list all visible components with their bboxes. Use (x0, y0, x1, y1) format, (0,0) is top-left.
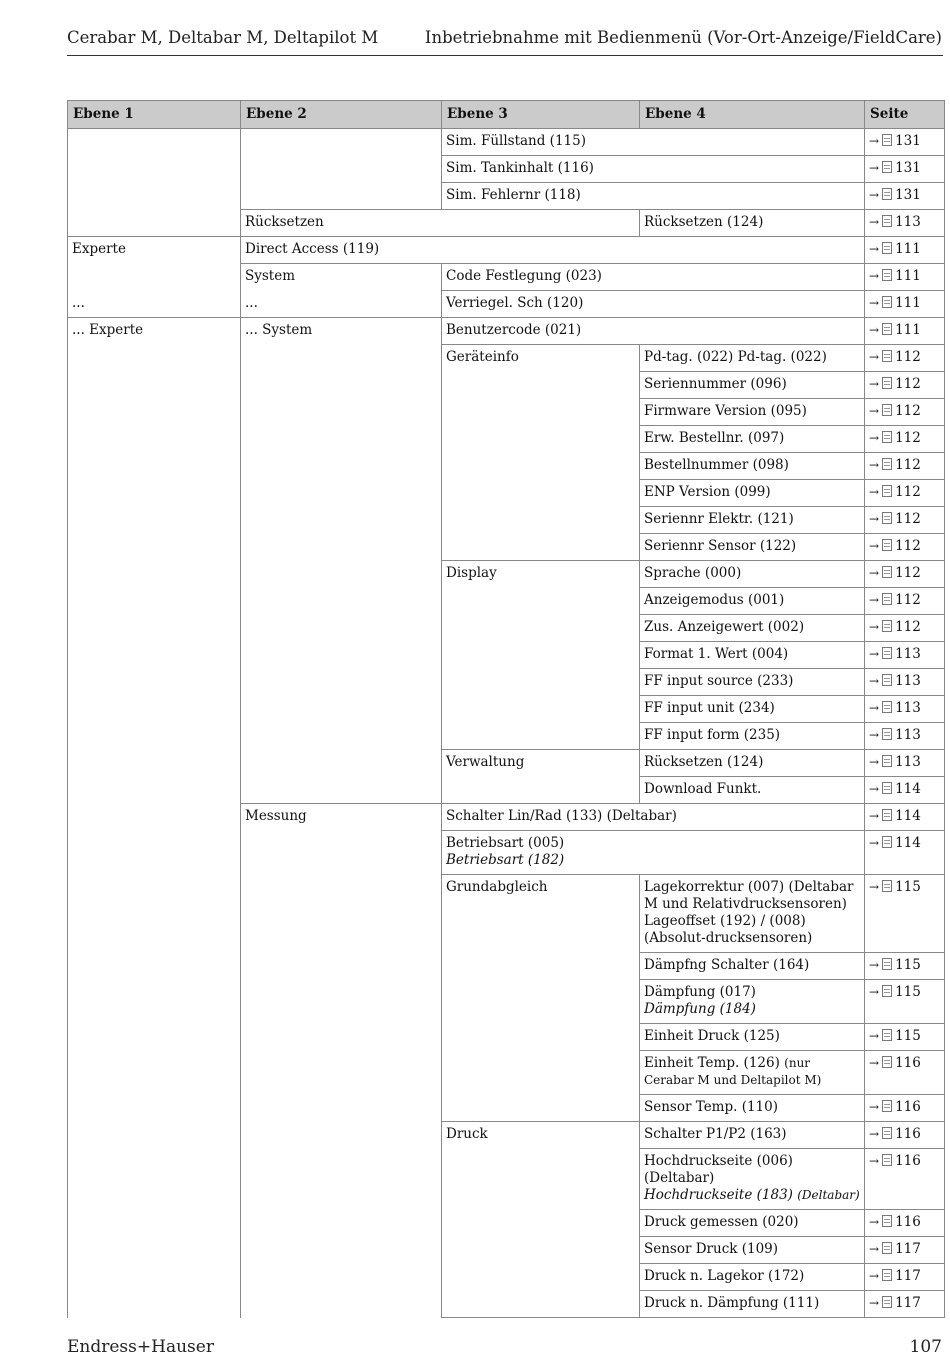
betriebsart-italic-label: Betriebsart (182) (446, 852, 565, 868)
page-icon (882, 782, 892, 794)
cell-lagekorrektur: Lagekorrektur (007) (Deltabar M und Relativdrucksensoren) Lageoffset (192) / (008) (Absolut-drucksensoren) (640, 875, 865, 953)
page-icon (882, 377, 892, 389)
arrow-right-icon: → (869, 1242, 880, 1256)
arrow-right-icon: → (869, 647, 880, 661)
page-number: 115 (895, 957, 921, 973)
cell-einheit-druck: Einheit Druck (125) (640, 1024, 865, 1051)
footer-page-number: 107 (909, 1337, 942, 1357)
page-icon (882, 1100, 892, 1112)
cell-system-cont: ... System (241, 318, 442, 804)
page-ref[interactable] (865, 453, 945, 480)
page-ref[interactable] (865, 615, 945, 642)
cell-grundabgleich: Grundabgleich (442, 875, 640, 1122)
cell-ruecksetzen: Rücksetzen (241, 210, 640, 237)
page-icon (882, 1127, 892, 1139)
arrow-right-icon: → (869, 458, 880, 472)
page-number: 111 (895, 295, 921, 311)
page-ref[interactable] (865, 426, 945, 453)
cell-druck: Druck (442, 1122, 640, 1318)
cell-ebene2-blank (241, 129, 442, 210)
page-number: 113 (895, 754, 921, 770)
arrow-right-icon: → (869, 296, 880, 310)
page-number: 117 (895, 1241, 921, 1257)
arrow-right-icon: → (869, 701, 880, 715)
page-ref[interactable] (865, 1291, 945, 1318)
cell-ellipsis-l2: ... (241, 291, 442, 318)
arrow-right-icon: → (869, 836, 880, 850)
cell-schalter-p1p2: Schalter P1/P2 (163) (640, 1122, 865, 1149)
table-row (68, 291, 945, 318)
page-number: 113 (895, 727, 921, 743)
column-header-seite: Seite (865, 101, 945, 129)
cell-download-funkt: Download Funkt. (640, 777, 865, 804)
page-number: 116 (895, 1153, 921, 1169)
page-number: 131 (895, 187, 921, 203)
cell-ellipsis-l1: ... (68, 291, 241, 318)
arrow-right-icon: → (869, 593, 880, 607)
cell-sprache: Sprache (000) (640, 561, 865, 588)
page-ref[interactable] (865, 1122, 945, 1149)
page-number: 114 (895, 808, 921, 824)
cell-experte: Experte (68, 237, 241, 264)
arrow-right-icon: → (869, 809, 880, 823)
cell-druck-gemessen: Druck gemessen (020) (640, 1210, 865, 1237)
cell-enp-version: ENP Version (099) (640, 480, 865, 507)
page-icon (882, 755, 892, 767)
cell-sim-tankinhalt: Sim. Tankinhalt (116) (442, 156, 865, 183)
page-ref[interactable] (865, 1024, 945, 1051)
table-row (68, 264, 945, 291)
arrow-right-icon: → (869, 958, 880, 972)
page-icon (882, 1296, 892, 1308)
page-ref[interactable] (865, 588, 945, 615)
page-ref[interactable] (865, 1095, 945, 1122)
page-number: 114 (895, 835, 921, 851)
page-icon (882, 1056, 892, 1068)
page-number: 131 (895, 160, 921, 176)
page-number: 116 (895, 1099, 921, 1115)
hochdruckseite-label: Hochdruckseite (006) (Deltabar) (644, 1153, 793, 1186)
page-icon (882, 242, 892, 254)
page-icon (882, 674, 892, 686)
page-icon (882, 566, 892, 578)
cell-ff-input-source: FF input source (233) (640, 669, 865, 696)
page-icon (882, 1154, 892, 1166)
table-row (68, 237, 945, 264)
page-ref[interactable] (865, 210, 945, 237)
arrow-right-icon: → (869, 755, 880, 769)
page-ref[interactable] (865, 291, 945, 318)
cell-zus-anzeigewert: Zus. Anzeigewert (002) (640, 615, 865, 642)
page-icon (882, 958, 892, 970)
page-ref[interactable] (865, 237, 945, 264)
page-number: 116 (895, 1055, 921, 1071)
page-ref[interactable] (865, 777, 945, 804)
cell-einheit-temp (640, 1051, 865, 1095)
page-ref[interactable] (865, 534, 945, 561)
cell-anzeigemodus: Anzeigemodus (001) (640, 588, 865, 615)
cell-verriegel: Verriegel. Sch (120) (442, 291, 865, 318)
page-icon (882, 350, 892, 362)
page-icon (882, 404, 892, 416)
arrow-right-icon: → (869, 269, 880, 283)
page-ref[interactable] (865, 1264, 945, 1291)
page-number: 112 (895, 457, 921, 473)
arrow-right-icon: → (869, 323, 880, 337)
page-icon (882, 1269, 892, 1281)
arrow-right-icon: → (869, 1056, 880, 1070)
arrow-right-icon: → (869, 566, 880, 580)
page-ref[interactable] (865, 804, 945, 831)
page-icon (882, 539, 892, 551)
cell-display: Display (442, 561, 640, 750)
cell-ff-input-unit: FF input unit (234) (640, 696, 865, 723)
cell-system: System (241, 264, 442, 291)
page-icon (882, 161, 892, 173)
page-ref[interactable] (865, 642, 945, 669)
column-header-ebene-2: Ebene 2 (241, 101, 442, 129)
page-number: 113 (895, 214, 921, 230)
page-icon (882, 809, 892, 821)
cell-daempfung (640, 980, 865, 1024)
arrow-right-icon: → (869, 539, 880, 553)
page-ref[interactable] (865, 480, 945, 507)
page-icon (882, 620, 892, 632)
page-icon (882, 880, 892, 892)
arrow-right-icon: → (869, 161, 880, 175)
page-ref[interactable] (865, 669, 945, 696)
page-ref[interactable] (865, 507, 945, 534)
cell-bestellnummer: Bestellnummer (098) (640, 453, 865, 480)
page-ref[interactable] (865, 980, 945, 1024)
page-icon (882, 1215, 892, 1227)
cell-sim-fuellstand: Sim. Füllstand (115) (442, 129, 865, 156)
page-ref[interactable] (865, 1210, 945, 1237)
cell-ebene1-cont (68, 264, 241, 291)
arrow-right-icon: → (869, 985, 880, 999)
cell-verwaltung: Verwaltung (442, 750, 640, 804)
arrow-right-icon: → (869, 377, 880, 391)
cell-seriennummer: Seriennummer (096) (640, 372, 865, 399)
page-ref[interactable] (865, 750, 945, 777)
einheit-temp-label: Einheit Temp. (126) (644, 1055, 780, 1071)
cell-sim-fehlernr: Sim. Fehlernr (118) (442, 183, 865, 210)
page-number: 111 (895, 241, 921, 257)
page-ref[interactable] (865, 1149, 945, 1210)
arrow-right-icon: → (869, 134, 880, 148)
cell-ruecksetzen-124: Rücksetzen (124) (640, 210, 865, 237)
arrow-right-icon: → (869, 1100, 880, 1114)
hochdruckseite-note: (Deltabar) (797, 1188, 860, 1202)
cell-ruecksetzen-124-b: Rücksetzen (124) (640, 750, 865, 777)
page-number: 114 (895, 781, 921, 797)
table-row (68, 129, 945, 156)
arrow-right-icon: → (869, 1215, 880, 1229)
cell-geraeteinfo: Geräteinfo (442, 345, 640, 561)
page-ref[interactable] (865, 372, 945, 399)
page-number: 111 (895, 322, 921, 338)
column-header-ebene-1: Ebene 1 (68, 101, 241, 129)
table-header-row (68, 101, 945, 129)
arrow-right-icon: → (869, 404, 880, 418)
arrow-right-icon: → (869, 782, 880, 796)
arrow-right-icon: → (869, 1029, 880, 1043)
cell-hochdruckseite (640, 1149, 865, 1210)
page-number: 112 (895, 349, 921, 365)
footer-brand: Endress+Hauser (67, 1337, 214, 1357)
page-number: 115 (895, 879, 921, 895)
page-number: 115 (895, 1028, 921, 1044)
cell-sensor-druck: Sensor Druck (109) (640, 1237, 865, 1264)
arrow-right-icon: → (869, 188, 880, 202)
page-number: 113 (895, 673, 921, 689)
header-rule (67, 55, 943, 56)
page-number: 113 (895, 646, 921, 662)
cell-experte-cont: ... Experte (68, 318, 241, 1318)
page-number: 112 (895, 619, 921, 635)
arrow-right-icon: → (869, 1154, 880, 1168)
running-header-title: Cerabar M, Deltabar M, Deltapilot M (67, 28, 379, 47)
cell-betriebsart (442, 831, 865, 875)
page-icon (882, 269, 892, 281)
arrow-right-icon: → (869, 674, 880, 688)
arrow-right-icon: → (869, 1269, 880, 1283)
page-icon (882, 458, 892, 470)
cell-ff-input-form: FF input form (235) (640, 723, 865, 750)
page-icon (882, 296, 892, 308)
page-icon (882, 215, 892, 227)
cell-code-festlegung: Code Festlegung (023) (442, 264, 865, 291)
cell-erw-bestellnr: Erw. Bestellnr. (097) (640, 426, 865, 453)
page-number: 116 (895, 1126, 921, 1142)
page-number: 115 (895, 984, 921, 1000)
cell-sensor-temp: Sensor Temp. (110) (640, 1095, 865, 1122)
cell-pd-tag: Pd-tag. (022) Pd-tag. (022) (640, 345, 865, 372)
cell-druck-daempfung: Druck n. Dämpfung (111) (640, 1291, 865, 1318)
arrow-right-icon: → (869, 485, 880, 499)
column-header-ebene-3: Ebene 3 (442, 101, 640, 129)
page-ref[interactable] (865, 156, 945, 183)
page-number: 112 (895, 565, 921, 581)
running-header-section: Inbetriebnahme mit Bedienmenü (Vor-Ort-Anzeige/FieldCare) (424, 28, 942, 47)
page-icon (882, 647, 892, 659)
cell-seriennr-sensor: Seriennr Sensor (122) (640, 534, 865, 561)
betriebsart-label: Betriebsart (005) (446, 835, 565, 851)
page-ref[interactable] (865, 1051, 945, 1095)
table-row (68, 318, 945, 345)
page-number: 113 (895, 700, 921, 716)
cell-druck-lagekor: Druck n. Lagekor (172) (640, 1264, 865, 1291)
arrow-right-icon: → (869, 728, 880, 742)
einheit-temp-note: (nur Cerabar M und Deltapilot M) (644, 1056, 822, 1087)
arrow-right-icon: → (869, 242, 880, 256)
arrow-right-icon: → (869, 620, 880, 634)
cell-ebene1-blank (68, 129, 241, 237)
page-number: 112 (895, 538, 921, 554)
page-ref[interactable] (865, 129, 945, 156)
cell-benutzercode: Benutzercode (021) (442, 318, 865, 345)
page-number: 112 (895, 511, 921, 527)
page-icon (882, 512, 892, 524)
cell-seriennr-elektr: Seriennr Elektr. (121) (640, 507, 865, 534)
cell-schalter-lin-rad: Schalter Lin/Rad (133) (Deltabar) (442, 804, 865, 831)
page-ref[interactable] (865, 1237, 945, 1264)
page-ref[interactable] (865, 318, 945, 345)
page-icon (882, 985, 892, 997)
page-icon (882, 485, 892, 497)
cell-format-wert: Format 1. Wert (004) (640, 642, 865, 669)
page-icon (882, 1242, 892, 1254)
page-icon (882, 836, 892, 848)
page-ref[interactable] (865, 831, 945, 875)
cell-direct-access: Direct Access (119) (241, 237, 865, 264)
page-ref[interactable] (865, 696, 945, 723)
page-icon (882, 593, 892, 605)
page-number: 131 (895, 133, 921, 149)
cell-messung: Messung (241, 804, 442, 1318)
page-number: 116 (895, 1214, 921, 1230)
daempfung-label: Dämpfung (017) (644, 984, 756, 1000)
cell-daempfng-schalter: Dämpfng Schalter (164) (640, 953, 865, 980)
page-number: 112 (895, 592, 921, 608)
column-header-ebene-4: Ebene 4 (640, 101, 865, 129)
page-ref[interactable] (865, 399, 945, 426)
arrow-right-icon: → (869, 431, 880, 445)
page-number: 112 (895, 430, 921, 446)
page-number: 112 (895, 484, 921, 500)
arrow-right-icon: → (869, 1296, 880, 1310)
page-ref[interactable] (865, 561, 945, 588)
page-number: 112 (895, 403, 921, 419)
page-icon (882, 134, 892, 146)
page-icon (882, 188, 892, 200)
page-number: 117 (895, 1268, 921, 1284)
page-icon (882, 323, 892, 335)
page-icon (882, 1029, 892, 1041)
page-number: 112 (895, 376, 921, 392)
arrow-right-icon: → (869, 215, 880, 229)
menu-structure-table (67, 100, 945, 1318)
page-icon (882, 431, 892, 443)
page-number: 117 (895, 1295, 921, 1311)
page-ref[interactable] (865, 264, 945, 291)
page-icon (882, 701, 892, 713)
hochdruckseite-italic-label: Hochdruckseite (183) (644, 1187, 793, 1203)
page-ref[interactable] (865, 345, 945, 372)
page-ref[interactable] (865, 875, 945, 953)
page-ref[interactable] (865, 183, 945, 210)
arrow-right-icon: → (869, 1127, 880, 1141)
arrow-right-icon: → (869, 512, 880, 526)
page-icon (882, 728, 892, 740)
page-ref[interactable] (865, 953, 945, 980)
daempfung-italic-label: Dämpfung (184) (644, 1001, 756, 1017)
page-ref[interactable] (865, 723, 945, 750)
cell-firmware-version: Firmware Version (095) (640, 399, 865, 426)
arrow-right-icon: → (869, 880, 880, 894)
arrow-right-icon: → (869, 350, 880, 364)
page-number: 111 (895, 268, 921, 284)
